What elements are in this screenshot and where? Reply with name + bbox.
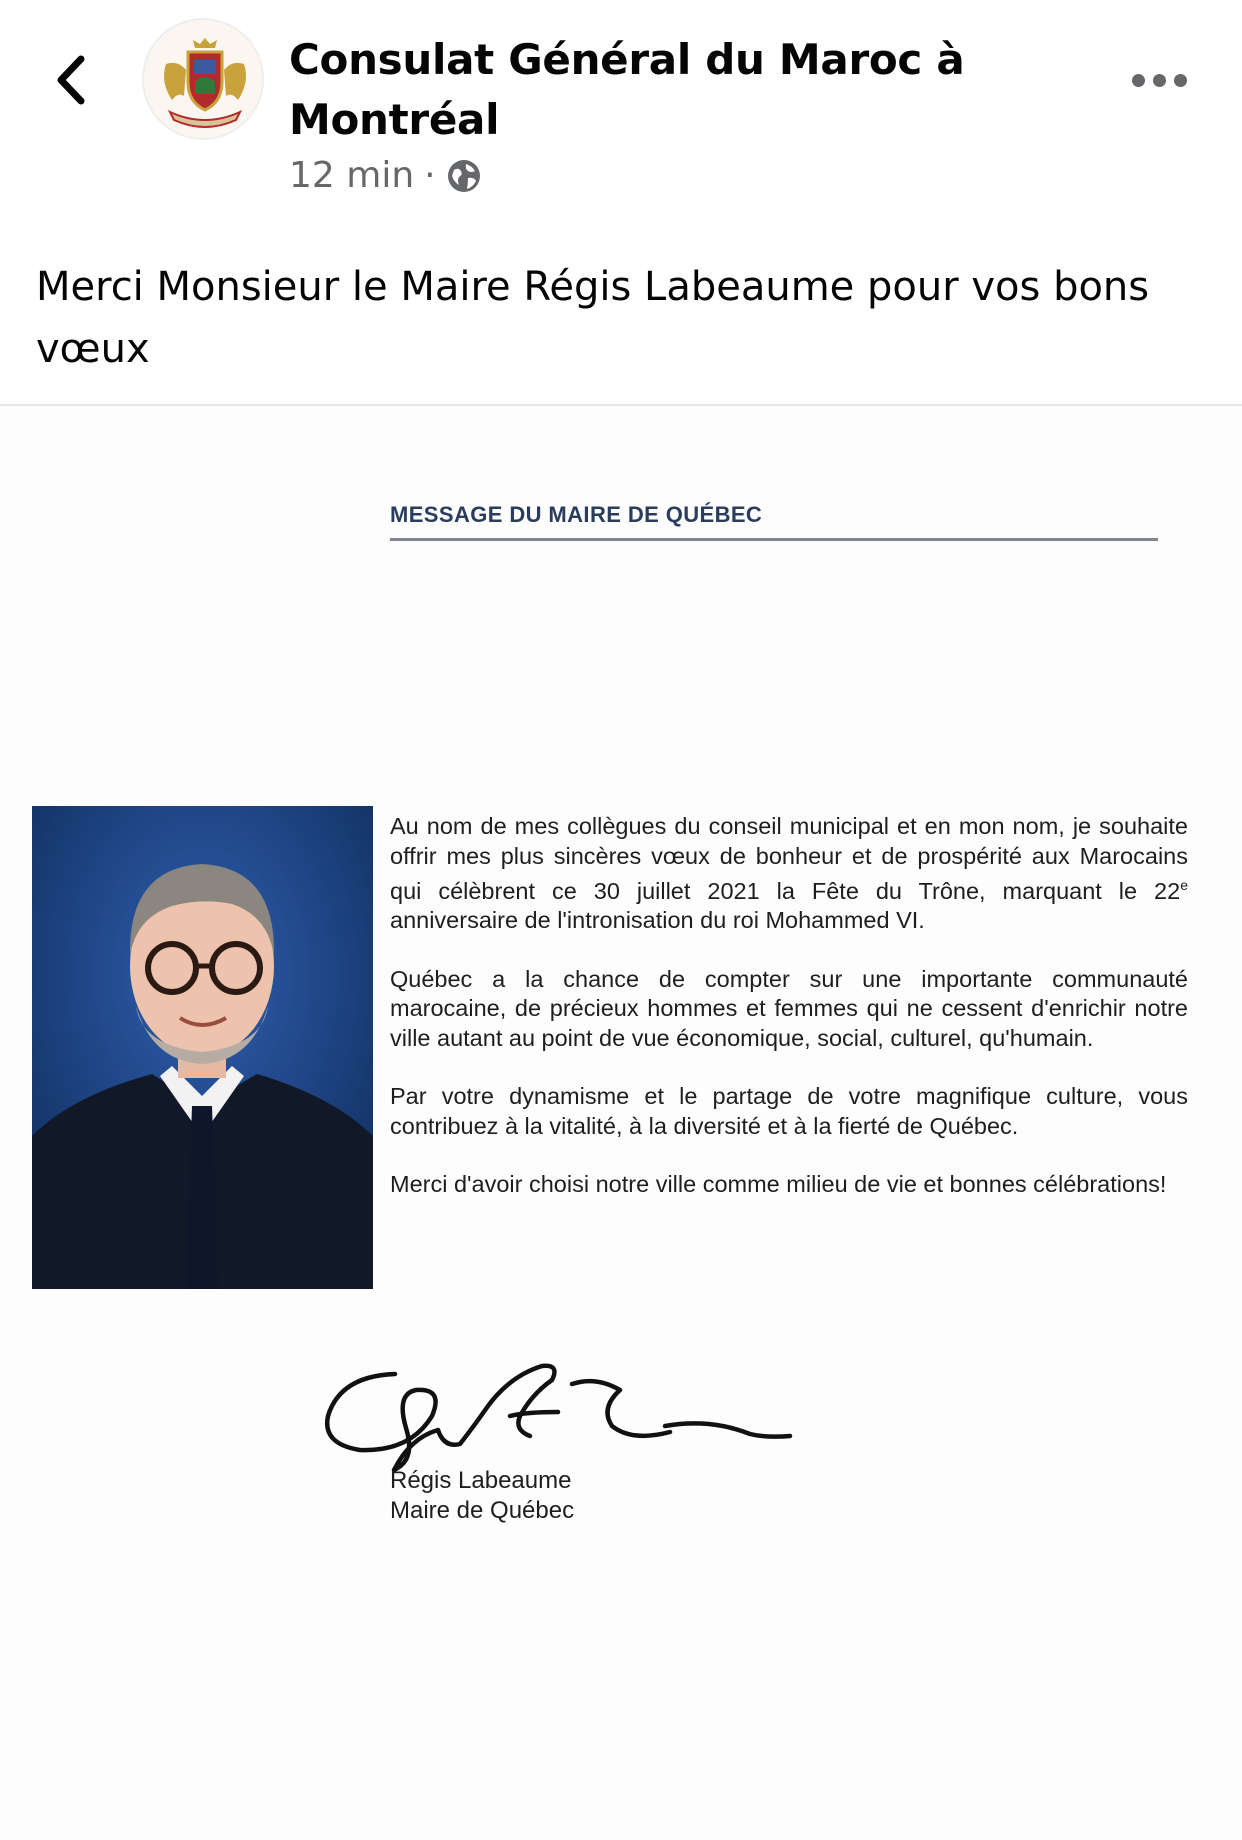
title-rule [390, 538, 1158, 541]
page-avatar[interactable] [142, 18, 264, 140]
page-name-link[interactable]: Consulat Général du Maroc à Montréal [289, 35, 965, 144]
back-button[interactable] [40, 48, 100, 112]
letter-paragraph: Merci d'avoir choisi notre ville comme milieu de vie et bonnes célébrations! [390, 1171, 1167, 1198]
post-image[interactable] [0, 406, 1242, 1840]
mayor-portrait [32, 806, 373, 1289]
coat-of-arms-logo [144, 20, 264, 140]
letter-body [390, 812, 1188, 1229]
globe-icon [446, 158, 482, 194]
document-title: MESSAGE DU MAIRE DE QUÉBEC [390, 502, 763, 527]
chevron-left-icon [53, 54, 87, 106]
more-options-button[interactable] [1124, 60, 1194, 100]
post-meta [289, 155, 482, 196]
post-header [0, 0, 1242, 215]
letter-paragraph: Par votre dynamisme et le partage de votre magnifique culture, vous contribuez à la vitalité, à la diversité et à la fierté de Québec. [390, 1083, 1188, 1139]
meta-separator: · [424, 155, 436, 196]
signatory-name: Régis Labeaume [390, 1467, 572, 1494]
handwritten-signature [320, 1346, 870, 1476]
post-caption: Merci Monsieur le Maire Régis Labeaume pour vos bons vœux [36, 264, 1150, 372]
signatory-title: Maire de Québec [390, 1497, 575, 1524]
letter-paragraph: Québec a la chance de compter sur une importante communauté marocaine, de précieux hommes et femmes qui ne cessent d'enrichir notre ville autant au point de vue économique, social, culturel, qu'humain. [390, 965, 1188, 1051]
letter-paragraph: Au nom de mes collègues du conseil municipal et en mon nom, je souhaite offrir mes plus sincères vœux de bonheur et de prospérité aux Marocains qui célèbrent ce 30 juillet 2021 la Fête du Trône, marquant le 22e anniversaire de l'intronisation du roi Mohammed VI. [390, 813, 1188, 934]
more-horizontal-icon [1132, 74, 1145, 87]
post-time[interactable]: 12 min [289, 155, 415, 196]
